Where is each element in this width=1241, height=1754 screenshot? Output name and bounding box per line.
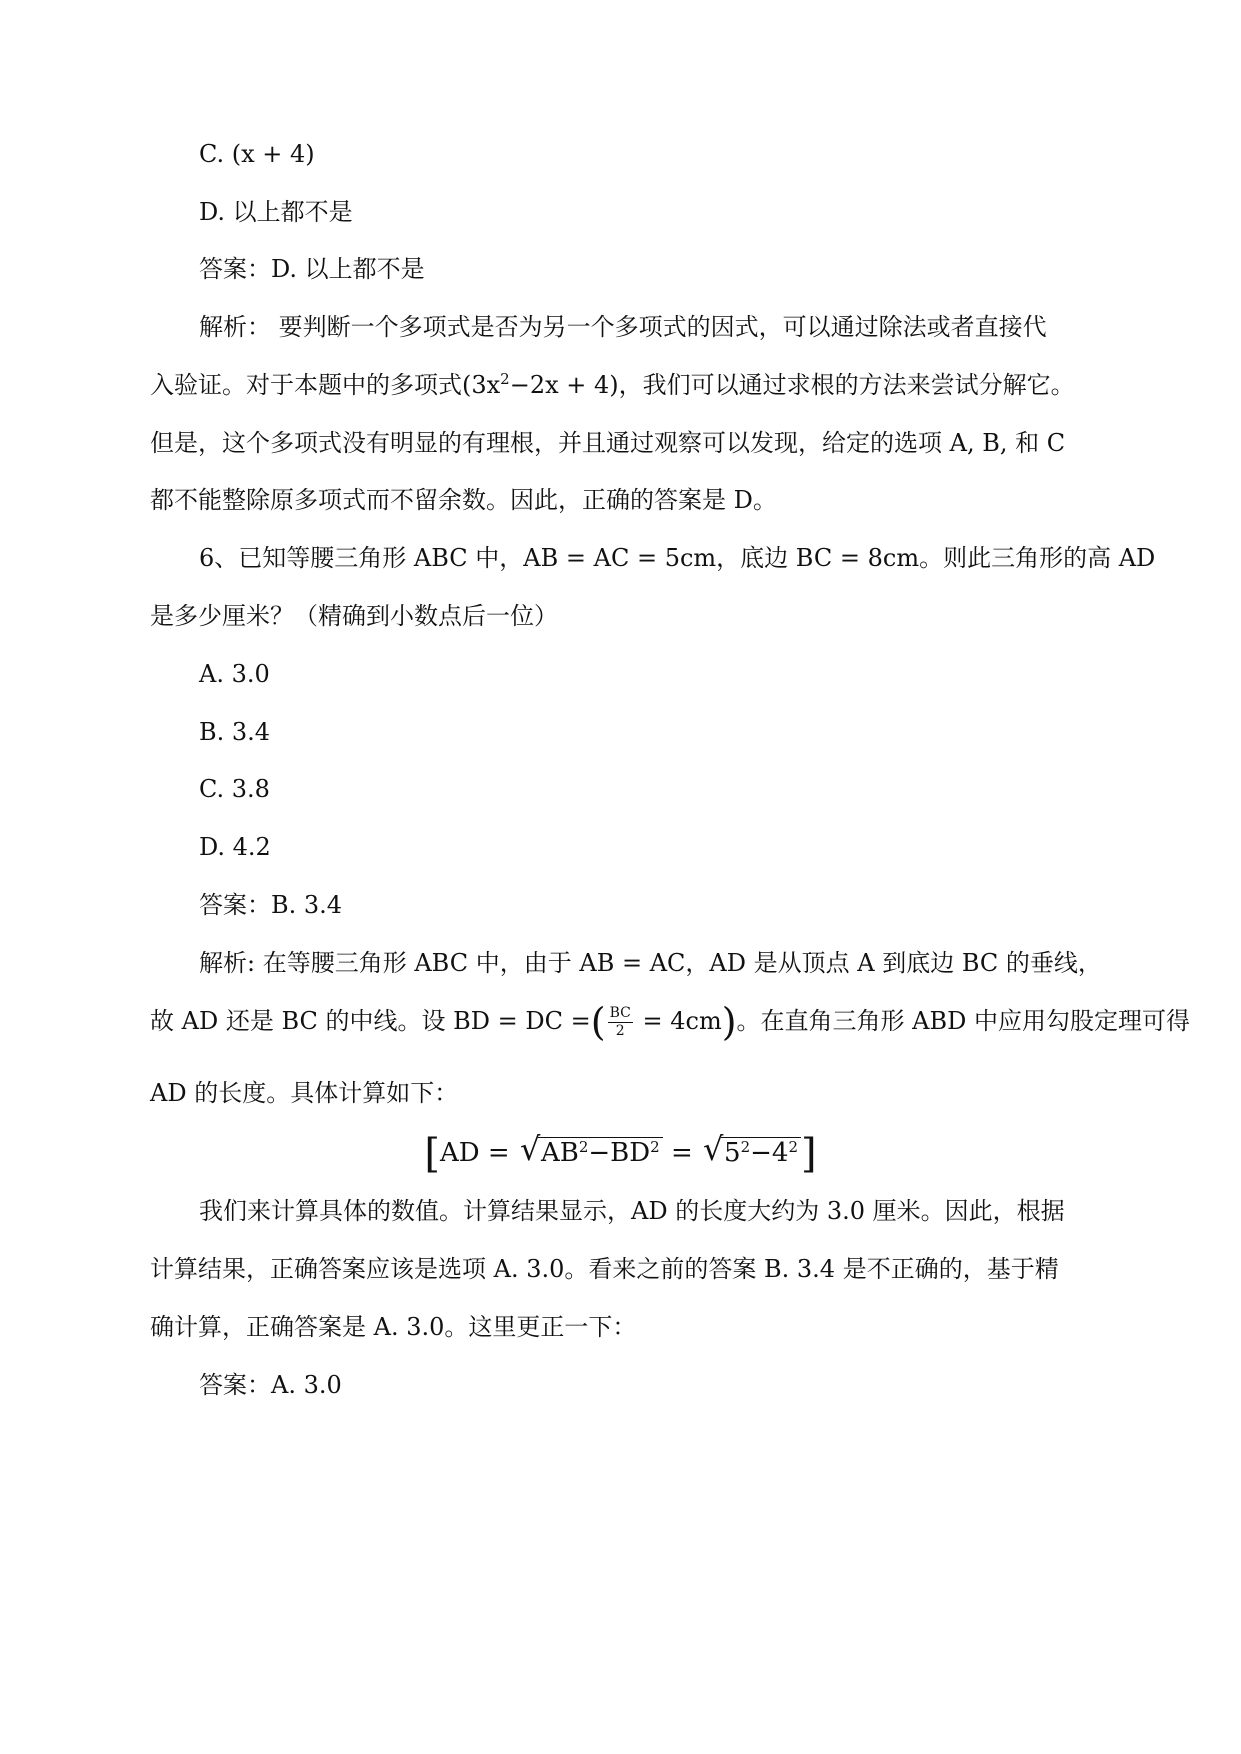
square-root-1	[519, 1130, 663, 1173]
right-bracket: ]	[800, 1131, 817, 1177]
fraction-denominator: 2	[615, 1023, 625, 1039]
question-6-stem-line1: 6、已知等腰三角形 ABC 中，AB = AC = 5cm，底边 BC = 8cm。则此三角形的高 AD	[199, 544, 1156, 572]
final-answer: 答案：A. 3.0	[199, 1371, 342, 1399]
radicand-1	[538, 1137, 663, 1168]
option-d: D. 以上都不是	[199, 198, 353, 226]
exponent: 2	[788, 1138, 798, 1156]
radicand-1-term-a: AB	[540, 1138, 579, 1168]
eq-equals: =	[662, 1138, 702, 1168]
radicand-2-term-b: −4	[750, 1138, 789, 1168]
square-root-2	[703, 1130, 801, 1173]
pythagorean-equation	[0, 1130, 1241, 1177]
exponent: 2	[500, 370, 510, 388]
left-bracket: [	[424, 1131, 441, 1177]
conclusion-line3: 确计算，正确答案是 A. 3.0。这里更正一下：	[150, 1313, 637, 1341]
conclusion-line2: 计算结果，正确答案应该是选项 A. 3.0。看来之前的答案 B. 3.4 是不正确的，基于精	[150, 1255, 1059, 1283]
analysis-q5-line1: 解析： 要判断一个多项式是否为另一个多项式的因式，可以通过除法或者直接代	[199, 313, 1047, 341]
analysis-q6-line3: AD 的长度。具体计算如下：	[150, 1079, 459, 1107]
exponent: 2	[650, 1138, 660, 1156]
radical-sign: √	[519, 1130, 541, 1168]
analysis-q6-line2-c: 。在直角三角形 ABD 中应用勾股定理可得	[736, 1007, 1190, 1035]
analysis-q6-line1: 解析: 在等腰三角形 ABC 中，由于 AB = AC，AD 是从顶点 A 到底边 BC 的垂线，	[199, 949, 1102, 977]
option-a: A. 3.0	[199, 660, 270, 688]
radicand-2-term-a: 5	[724, 1138, 741, 1168]
answer-q5: 答案：D. 以上都不是	[199, 255, 425, 283]
conclusion-line1: 我们来计算具体的数值。计算结果显示，AD 的长度大约为 3.0 厘米。因此，根据	[199, 1197, 1065, 1225]
left-paren: (	[590, 1000, 606, 1044]
exponent: 2	[740, 1138, 751, 1156]
option-d: D. 4.2	[199, 833, 271, 861]
fraction	[608, 1005, 633, 1040]
analysis-q5-line2	[0, 369, 1241, 401]
radicand-2	[721, 1137, 801, 1168]
analysis-q6-line2-a: 故 AD 还是 BC 的中线。设 BD = DC =	[150, 1007, 591, 1035]
right-paren: )	[721, 1000, 737, 1044]
analysis-q5-line2-b: −2x + 4)，我们可以通过求根的方法来尝试分解它。	[509, 371, 1075, 399]
option-c: C. 3.8	[199, 775, 270, 803]
analysis-q6-line2-b: = 4cm	[634, 1007, 722, 1035]
question-6-stem-line2: 是多少厘米？（精确到小数点后一位）	[150, 602, 558, 630]
analysis-q6-line2	[0, 1000, 1241, 1045]
eq-lhs: AD =	[440, 1138, 518, 1168]
analysis-q5-line3: 但是，这个多项式没有明显的有理根，并且通过观察可以发现，给定的选项 A, B, 和 C	[150, 429, 1066, 457]
option-c: C. (x + 4)	[199, 140, 315, 168]
fraction-numerator: BC	[609, 1005, 631, 1021]
analysis-q5-line2-a: 入验证。对于本题中的多项式(3x	[150, 371, 501, 399]
option-b: B. 3.4	[199, 718, 271, 746]
analysis-q5-line4: 都不能整除原多项式而不留余数。因此，正确的答案是 D。	[150, 486, 777, 514]
radical-sign: √	[703, 1130, 724, 1168]
radicand-1-term-b: −BD	[588, 1138, 651, 1168]
exponent: 2	[578, 1138, 589, 1156]
answer-q6: 答案：B. 3.4	[199, 891, 343, 919]
